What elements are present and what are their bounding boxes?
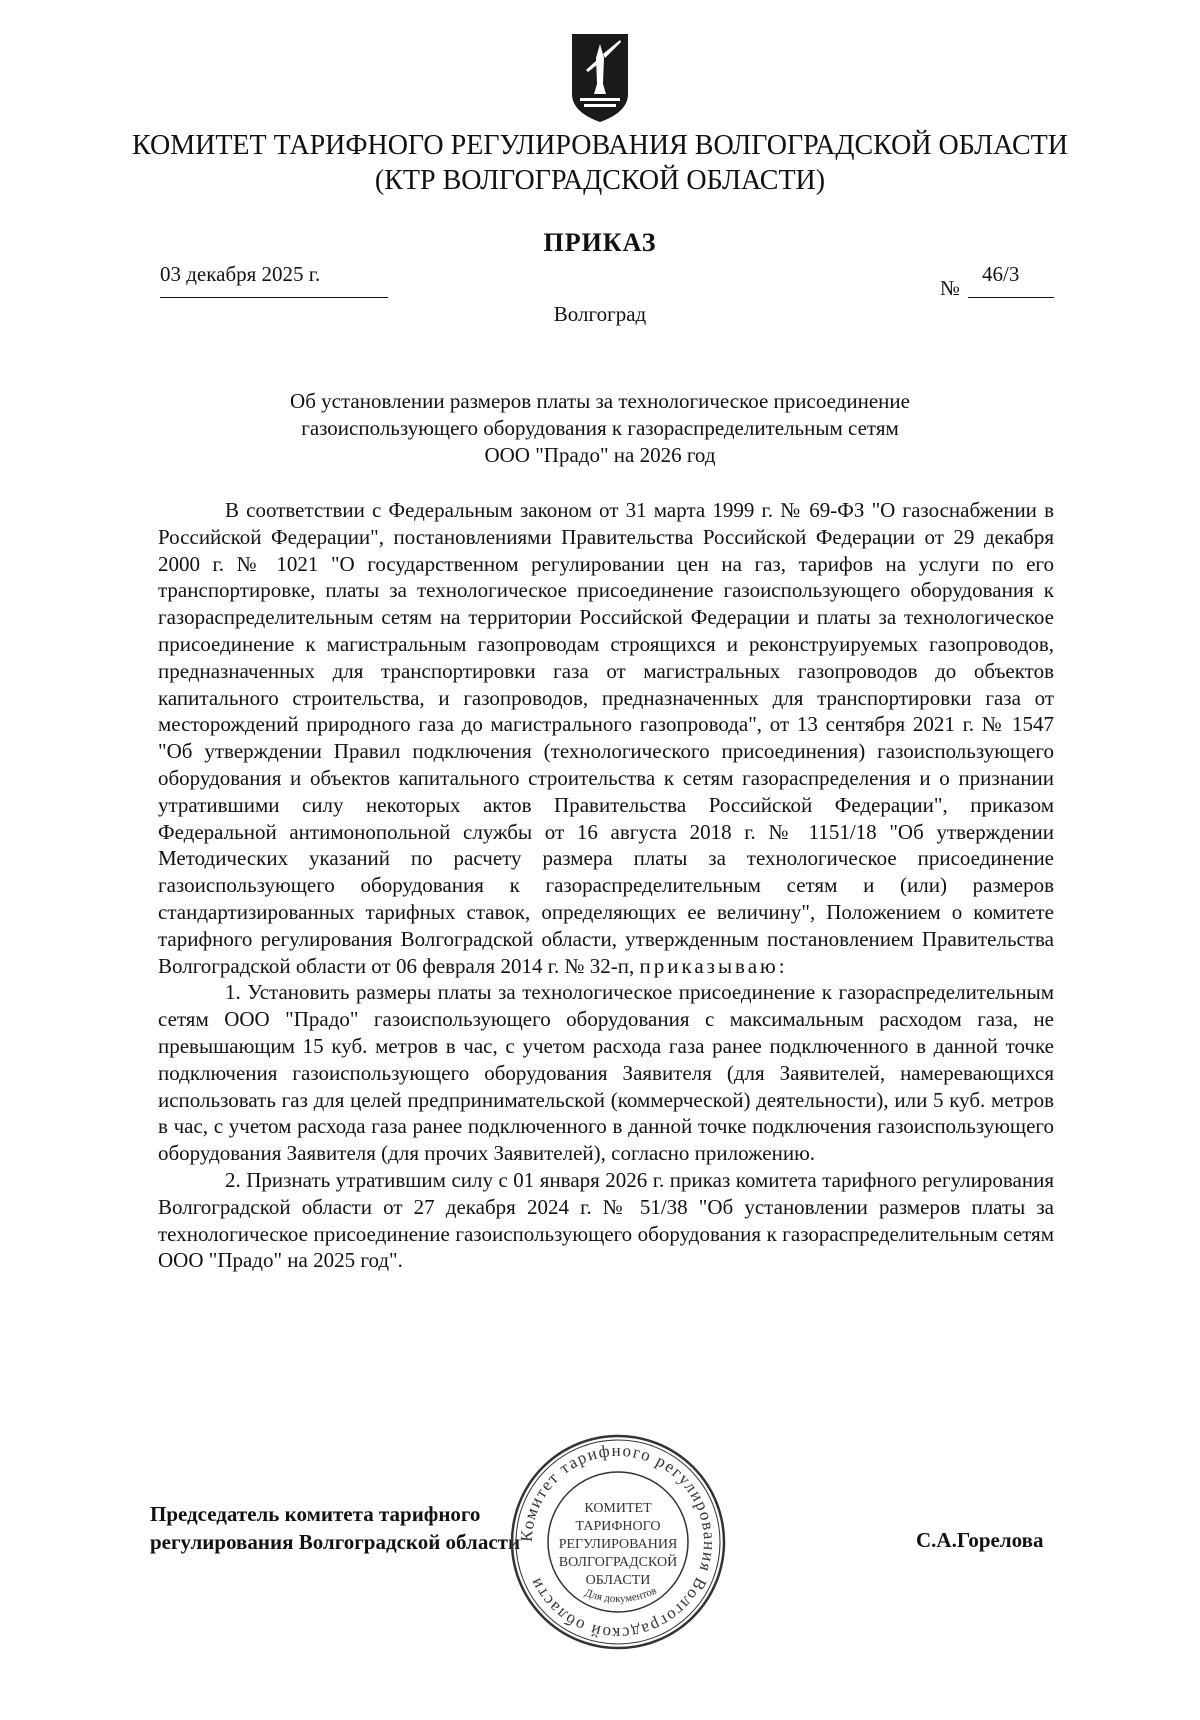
position-line: Председатель комитета тарифного — [150, 1502, 481, 1526]
signatory-position — [150, 1500, 520, 1556]
date-underline — [160, 297, 388, 298]
subject-line: ООО "Прадо" на 2026 год — [484, 443, 716, 467]
signatory-name: С.А.Горелова — [916, 1528, 1044, 1552]
document-title: ПРИКАЗ — [543, 228, 657, 257]
stamp-center-line: ОБЛАСТИ — [585, 1573, 651, 1588]
preamble-text: В соответствии с Федеральным законом от 31 марта 1999 г. № 69-ФЗ "О газоснабжении в Российской Федерации", постановлениями Правительства Российской Федерации от 29 декабря 2000 г. № 1021 "О государственном регулировании цен на газ, тарифов на услуги по его транспортировке, платы за технологическое присоединение газоиспользующего оборудования к газораспределительным сетям на территории Российской Федерации и платы за технологическое присоединение к магистральным газопроводам строящихся и реконструируемых газопроводов, предназначенных для транспортировки газа от магистральных газопроводов до объектов капитального строительства, и газопроводов, предназначенных для транспортировки газа от месторождений природного газа до магистрального газопровода", от 13 сентября 2021 г. № 1547 "Об утверждении Правил подключения (технологического присоединения) газоиспользующего оборудования и объектов капитального строительства к сетям газораспределения и о признании утратившими силу некоторых актов Правительства Российской Федерации", приказом Федеральной антимонопольной службы от 16 августа 2018 г. № 1151/18 "Об утверждении Методических указаний по расчету размера платы за технологическое присоединение газоиспользующего оборудования к газораспределительным сетям и (или) размеров стандартизированных тарифных ставок, определяющих ее величину", Положением о комитете тарифного регулирования Волгоградской области, утвержденным постановлением Правительства Волгоградской области от 06 февраля 2014 г. № 32-п, — [158, 498, 1054, 978]
order-city: Волгоград — [553, 302, 647, 326]
stamp-ring-text: Комитет тарифного регулирования Волгоградской области — [516, 1440, 720, 1644]
decree-word: приказываю — [639, 953, 779, 978]
subject-line: газоиспользующего оборудования к газораспределительным сетям — [301, 416, 899, 440]
number-sign: № — [940, 276, 961, 300]
number-underline — [968, 297, 1054, 298]
stamp-center-line: РЕГУЛИРОВАНИЯ — [558, 1537, 678, 1552]
order-date: 03 декабря 2025 г. — [160, 262, 321, 286]
decree-colon: : — [778, 953, 785, 978]
official-stamp-icon — [508, 1432, 728, 1652]
order-item-1: 1. Установить размеры платы за технологическое присоединение к газораспределительным сетям ООО "Прадо" газоиспользующего оборудования с максимальным расходом газа, не превышающим 15 куб. метров в час, с учетом расхода газа ранее подключенного в данной точке подключения газоиспользующего оборудования Заявителя (для Заявителей, намеревающихся использовать газ для целей предпринимательской (коммерческой) деятельности), или 5 куб. метров в час, с учетом расхода газа ранее подключенного в данной точке подключения газоиспользующего оборудования Заявителя (для прочих Заявителей), согласно приложению. — [158, 980, 1054, 1166]
position-line: регулирования Волгоградской области — [150, 1530, 521, 1554]
preamble-paragraph — [158, 497, 1054, 979]
order-item-2: 2. Признать утратившим силу с 01 января 2026 г. приказ комитета тарифного регулирования Волгоградской области от 27 декабря 2024 г. № 51/38 "Об установлении размеров платы за технологическое присоединение газоиспользующего оборудования к газораспределительным сетям ООО "Прадо" на 2025 год". — [158, 1167, 1054, 1273]
stamp-bottom-text: Для документов — [582, 1584, 659, 1606]
subject-line: Об установлении размеров платы за технологическое присоединение — [290, 389, 910, 413]
stamp-center-line: ТАРИФНОГО — [575, 1519, 661, 1534]
order-number: 46/3 — [982, 262, 1020, 286]
order-body — [158, 497, 1054, 1274]
organization-abbreviation: (КТР ВОЛГОГРАДСКОЙ ОБЛАСТИ) — [374, 165, 826, 196]
stamp-center-line: ВОЛГОГРАДСКОЙ — [558, 1555, 678, 1570]
organization-name: КОМИТЕТ ТАРИФНОГО РЕГУЛИРОВАНИЯ ВОЛГОГРАДСКОЙ ОБЛАСТИ — [132, 130, 1068, 161]
stamp-center-line: КОМИТЕТ — [584, 1501, 652, 1516]
volgograd-emblem-icon — [570, 32, 630, 124]
